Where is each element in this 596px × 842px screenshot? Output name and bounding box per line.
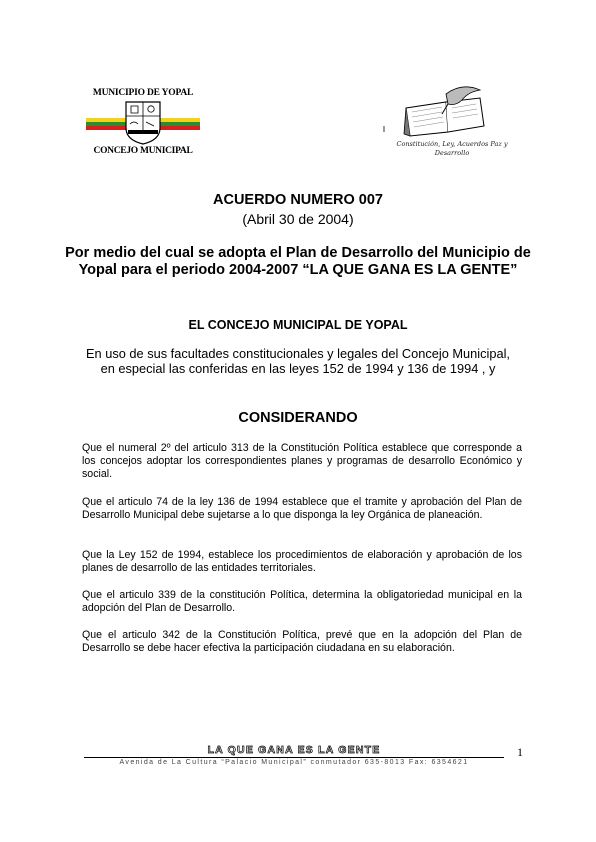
book-quill-logo: [376, 86, 526, 166]
considerando-heading: CONSIDERANDO: [238, 410, 358, 426]
footer-address: Avenida de La Cultura “Palacio Municipal” conmutador 635-8013 Fax: 6354621: [119, 759, 469, 766]
considerando-paragraph: Que el articulo 342 de la Constitución Política, prevé que en la adopción del Plan de Desarrollo se debe hacer efectiva la participación ciudadana en su elaboración.: [82, 629, 522, 654]
considerando-paragraph: Que el numeral 2º del articulo 313 de la Constitución Política establece que corresponde a los concejos adoptar los correspondientes planes y programas de desarrollo Económico y social.: [82, 442, 522, 480]
footer-slogan: LA QUE GANA ES LA GENTE: [207, 744, 381, 756]
council-heading: EL CONCEJO MUNICIPAL DE YOPAL: [188, 318, 408, 332]
considerando-paragraph: Que el articulo 339 de la constitución Política, determina la obligatoriedad municipal en la adopción del Plan de Desarrollo.: [82, 589, 522, 614]
flag-shield-icon: [84, 100, 202, 146]
document-date: (Abril 30 de 2004): [242, 211, 354, 227]
logo-concejo-text: CONCEJO MUNICIPAL: [93, 146, 193, 156]
page-number: 1: [517, 745, 523, 759]
open-book-quill-icon: [376, 86, 526, 142]
logo-motto-text: Constitución, Ley, Acuerdos Paz y Desarrollo: [396, 140, 508, 157]
considerando-paragraph: Que el articulo 74 de la ley 136 de 1994 establece que el tramite y aprobación del Plan de Desarrollo Municipal debe sujetarse a lo que disponga la ley Orgánica de planeación.: [82, 496, 522, 521]
logo-municipio-text: MUNICIPIO DE YOPAL: [92, 88, 194, 98]
footer-divider: [84, 757, 504, 758]
faculties-text: En uso de sus facultades constitucionales y legales del Concejo Municipal, en especial las conferidas en las leyes 152 de 1994 y 136 de 1994 , y: [86, 346, 510, 376]
document-title: ACUERDO NUMERO 007: [213, 192, 383, 208]
document-subject: Por medio del cual se adopta el Plan de Desarrollo del Municipio de Yopal para el periodo 2004-2007 “LA QUE GANA ES LA GENTE”: [65, 245, 531, 278]
considerando-paragraph: Que la Ley 152 de 1994, establece los procedimientos de elaboración y aprobación de los planes de desarrollo de las entidades territoriales.: [82, 549, 522, 574]
municipio-logo: [84, 88, 202, 160]
